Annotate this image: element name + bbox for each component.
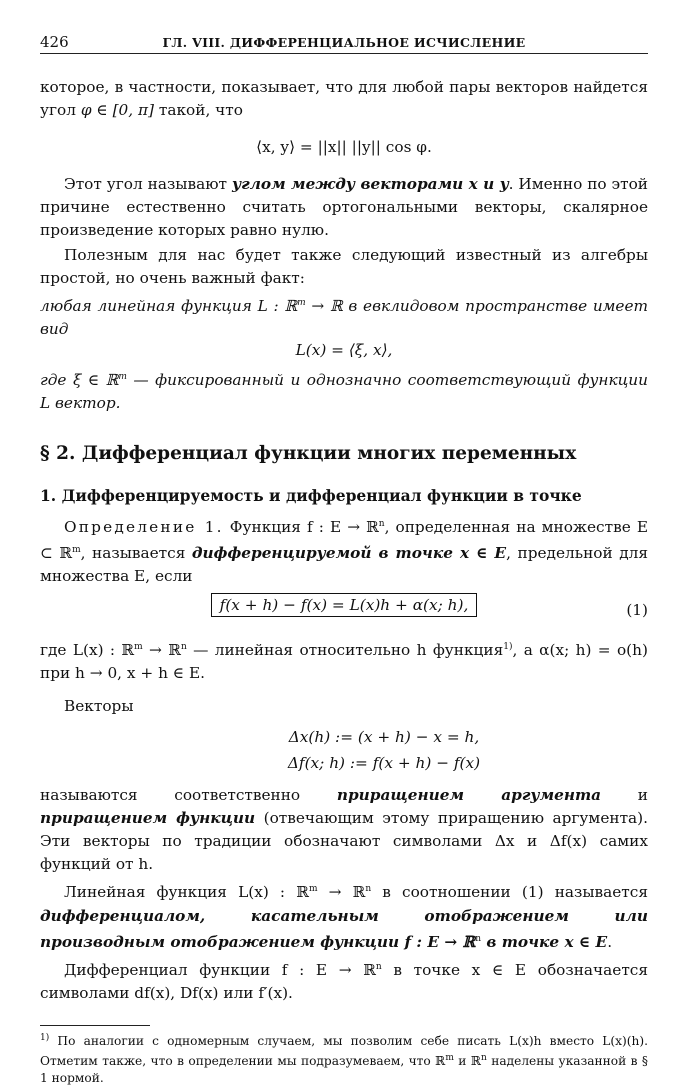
paragraph-intro: которое, в частности, показывает, что для любой пары векторов найдется угол φ ∈ [0, π] такой, что bbox=[40, 78, 648, 119]
equation-delta-x: Δx(h) := (x + h) − x = h, bbox=[288, 728, 480, 747]
footnote-marker: 1) bbox=[503, 642, 513, 653]
paragraph-where: где L(x) : ℝ$^m$ → ℝ$^n$ — линейная относительно h функция$^{1)}$, а α(x; h) = o(h) при h → 0, x + h ∈ E. bbox=[40, 641, 648, 683]
fact-statement: любая линейная функция L : ℝ$^m$ → ℝ в евклидовом пространстве имеет вид bbox=[40, 297, 648, 339]
paragraph-differential-notation: Дифференциал функции f : E → ℝ$^n$ в точке x ∈ E обозначается символами df(x), Df(x) или f′(x). bbox=[40, 960, 648, 1002]
boxed-equation-1: f(x + h) − f(x) = L(x)h + α(x; h), bbox=[211, 593, 478, 617]
page-number: 426 bbox=[40, 33, 69, 51]
section-title: § 2. Дифференциал функции многих переменных bbox=[40, 443, 577, 465]
equation-linear-form: L(x) = ⟨ξ, x⟩, bbox=[295, 341, 393, 360]
fact-conclusion: где ξ ∈ ℝ$^m$ — фиксированный и однозначно соответствующий функции L вектор. bbox=[40, 371, 648, 413]
paragraph-linear-function: Линейная функция L(x) : ℝ$^m$ → ℝ$^n$ в соотношении (1) называется дифференциалом, касательным отображением или производным отображением функции f : E → ℝ$^n$ в точке x ∈ E. bbox=[40, 883, 648, 951]
equation-1-number: (1) bbox=[626, 601, 648, 620]
equation-1-row bbox=[40, 588, 648, 628]
paragraph-angle: Этот угол называют углом между векторами x и y. Именно по этой причине естественно считать ортогональными векторы, скалярное произведение которых равно нулю. bbox=[40, 175, 648, 239]
equation-delta-f: Δf(x; h) := f(x + h) − f(x) bbox=[287, 754, 481, 773]
running-header bbox=[40, 33, 648, 54]
equation-cosine: ⟨x, y⟩ = ||x|| ||y|| cos φ. bbox=[256, 138, 432, 156]
page bbox=[40, 33, 648, 1087]
subsection-title: 1. Дифференцируемость и дифференциал функции в точке bbox=[40, 486, 582, 506]
paragraph-increments: называются соответственно приращением аргумента и приращением функции (отвечающим этому приращению аргумента). Эти векторы по традиции обозначают символами Δx и Δf(x) самих функций от h. bbox=[40, 786, 648, 874]
vectors-word: Векторы bbox=[64, 697, 134, 716]
running-title: ГЛ. VIII. ДИФФЕРЕНЦИАЛЬНОЕ ИСЧИСЛЕНИЕ bbox=[162, 35, 526, 50]
definition-label: Определение 1. bbox=[64, 518, 224, 537]
definition-1: Определение 1. Функция f : E → ℝ$^n$, определенная на множестве E ⊂ ℝ$^m$, называется дифференцируемой в точке x ∈ E, предельной для множества E, если bbox=[40, 518, 649, 586]
footnote: $^{1)}$ По аналогии с одномерным случаем, мы позволим себе писать L(x)h вместо L(x)(h). Отметим также, что в определении мы подразумеваем, что ℝ$^m$ и ℝ$^n$ наделены указанной в § 1 нормой. bbox=[40, 1032, 649, 1085]
paragraph-fact-intro: Полезным для нас будет также следующий известный из алгебры простой, но очень важный факт: bbox=[40, 246, 648, 287]
